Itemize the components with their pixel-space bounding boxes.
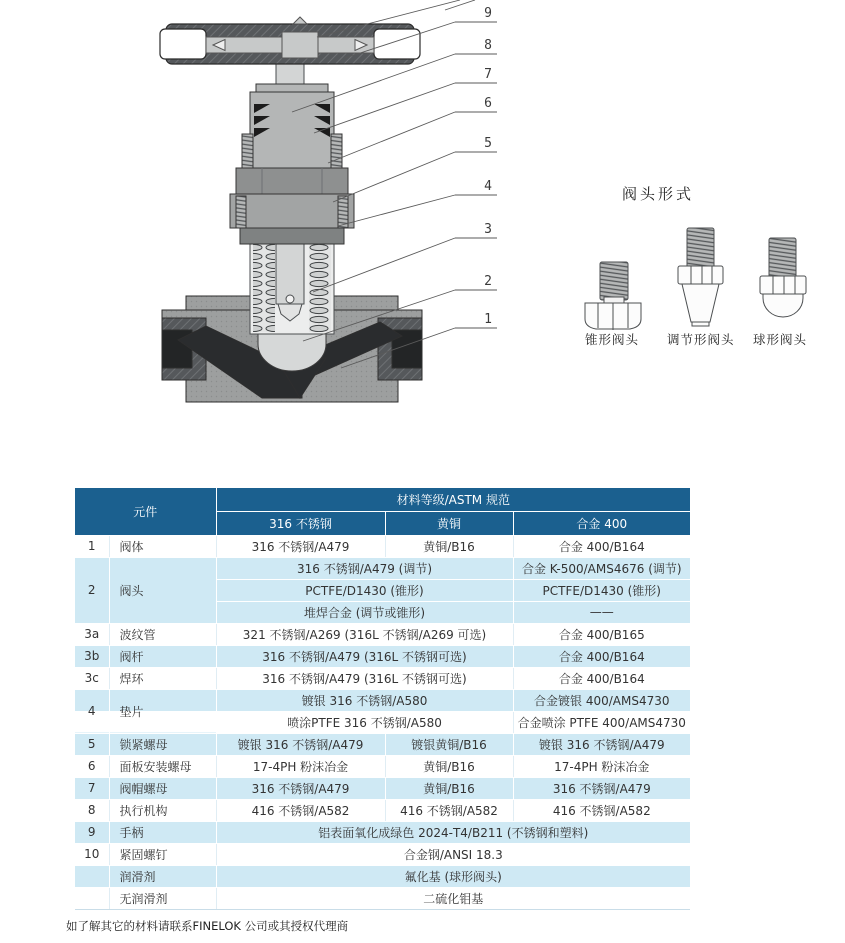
table-row [75,843,690,865]
material-value-cell: 黄铜/B16 [385,777,513,799]
row-number-cell: 1 [75,535,109,557]
bonnet-figure [230,84,354,244]
component-name-cell: 垫片 [109,689,216,733]
material-value-cell: 镀银 316 不锈钢/A479 [513,733,690,755]
material-value-cell: 镀银 316 不锈钢/A580 [216,689,513,711]
row-number-cell: 5 [75,733,109,755]
row-number-cell [75,887,109,909]
row-number-cell [75,865,109,887]
material-value-cell: 黄铜/B16 [385,755,513,777]
ball-head-label: 球形阀头 [753,332,808,347]
row-number-cell: 4 [75,689,109,733]
table-row [75,821,690,843]
row-number-cell: 9 [75,821,109,843]
table-row [75,689,690,711]
head-forms-title: 阀头形式 [622,185,695,203]
material-value-cell: 316 不锈钢/A479 (316L 不锈钢可选) [216,645,513,667]
component-name-cell: 阀头 [109,557,216,623]
component-name-cell: 波纹管 [109,623,216,645]
callout-label-5: 5 [484,136,492,151]
material-value-cell: 17-4PH 粉沫冶金 [513,755,690,777]
component-name-cell: 阀体 [109,535,216,557]
row-number-cell: 3a [75,623,109,645]
material-value-cell: 黄铜/B16 [385,535,513,557]
component-name-cell: 锁紧螺母 [109,733,216,755]
table-row [75,865,690,887]
material-value-cell: —— [513,601,690,623]
row-number-cell: 6 [75,755,109,777]
material-value-cell: 铝表面氧化成绿色 2024-T4/B211 (不锈钢和塑料) [216,821,690,843]
head-form-figures [585,228,806,330]
table-row [75,557,690,579]
component-name-cell: 无润滑剂 [109,887,216,909]
ball-head-figure [760,238,806,317]
row-number-cell: 2 [75,557,109,623]
material-value-cell: 合金 K-500/AMS4676 (调节) [513,557,690,579]
row-number-cell: 8 [75,799,109,821]
row-number-cell: 7 [75,777,109,799]
materials-table-body [75,535,690,909]
component-name-cell: 阀杆 [109,645,216,667]
footer-note: 如了解其它的材料请联系FINELOK 公司或其授权代理商 [66,919,349,933]
material-value-cell: 416 不锈钢/A582 [513,799,690,821]
component-name-cell: 阀帽螺母 [109,777,216,799]
material-value-cell: 合金喷涂 PTFE 400/AMS4730 [513,711,690,733]
callout-label-6: 6 [484,96,492,111]
column-header-material: 材料等级/ASTM 规范 [216,488,690,511]
materials-table-head [75,488,690,535]
regulating-head-figure [678,228,723,326]
component-name-cell: 紧固螺钉 [109,843,216,865]
table-row [75,799,690,821]
column-header-316ss: 316 不锈钢 [216,511,385,535]
table-row [75,645,690,667]
material-value-cell: 316 不锈钢/A479 (316L 不锈钢可选) [216,667,513,689]
material-value-cell: 416 不锈钢/A582 [385,799,513,821]
cone-head-figure [585,262,641,330]
callout-label-9: 9 [484,6,492,21]
column-header-alloy400: 合金 400 [513,511,690,535]
material-value-cell: 镀银 316 不锈钢/A479 [216,733,385,755]
callout-label-3: 3 [484,222,492,237]
material-value-cell: 321 不锈钢/A269 (316L 不锈钢/A269 可选) [216,623,513,645]
material-value-cell: 合金 400/B165 [513,623,690,645]
column-header-element: 元件 [75,488,216,535]
table-row [75,733,690,755]
component-name-cell: 焊环 [109,667,216,689]
component-name-cell: 执行机构 [109,799,216,821]
table-row [75,887,690,909]
callout-label-8: 8 [484,38,492,53]
materials-table [75,488,690,910]
material-value-cell: 17-4PH 粉沫冶金 [216,755,385,777]
callout-label-7: 7 [484,67,492,82]
component-name-cell: 手柄 [109,821,216,843]
material-value-cell: 镀银黄铜/B16 [385,733,513,755]
column-header-brass: 黄铜 [385,511,513,535]
table-row [75,667,690,689]
material-value-cell: 二硫化钼基 [216,887,690,909]
table-row [75,777,690,799]
material-value-cell: 316 不锈钢/A479 [513,777,690,799]
component-name-cell: 润滑剂 [109,865,216,887]
material-value-cell: 316 不锈钢/A479 (调节) [216,557,513,579]
regulating-head-label: 调节形阀头 [667,332,735,347]
material-value-cell: 氟化基 (球形阀头) [216,865,690,887]
table-row [75,755,690,777]
row-number-cell: 3b [75,645,109,667]
material-value-cell: 合金 400/B164 [513,667,690,689]
row-number-cell: 10 [75,843,109,865]
callout-label-4: 4 [484,179,492,194]
table-row [75,535,690,557]
handle-figure [160,17,420,64]
material-value-cell: 合金钢/ANSI 18.3 [216,843,690,865]
material-value-cell: 316 不锈钢/A479 [216,777,385,799]
material-value-cell: 合金镀银 400/AMS4730 [513,689,690,711]
material-value-cell: 416 不锈钢/A582 [216,799,385,821]
callout-label-2: 2 [484,274,492,289]
material-value-cell: PCTFE/D1430 (锥形) [513,579,690,601]
material-value-cell: PCTFE/D1430 (锥形) [216,579,513,601]
cone-head-label: 锥形阀头 [585,332,640,347]
component-name-cell: 面板安装螺母 [109,755,216,777]
material-value-cell: 堆焊合金 (调节或锥形) [216,601,513,623]
material-value-cell: 喷涂PTFE 316 不锈钢/A580 [216,711,513,733]
material-value-cell: 合金 400/B164 [513,645,690,667]
table-row [75,623,690,645]
material-value-cell: 合金 400/B164 [513,535,690,557]
callout-label-1: 1 [484,312,492,327]
row-number-cell: 3c [75,667,109,689]
valve-cross-section-diagram [0,0,845,470]
material-value-cell: 316 不锈钢/A479 [216,535,385,557]
